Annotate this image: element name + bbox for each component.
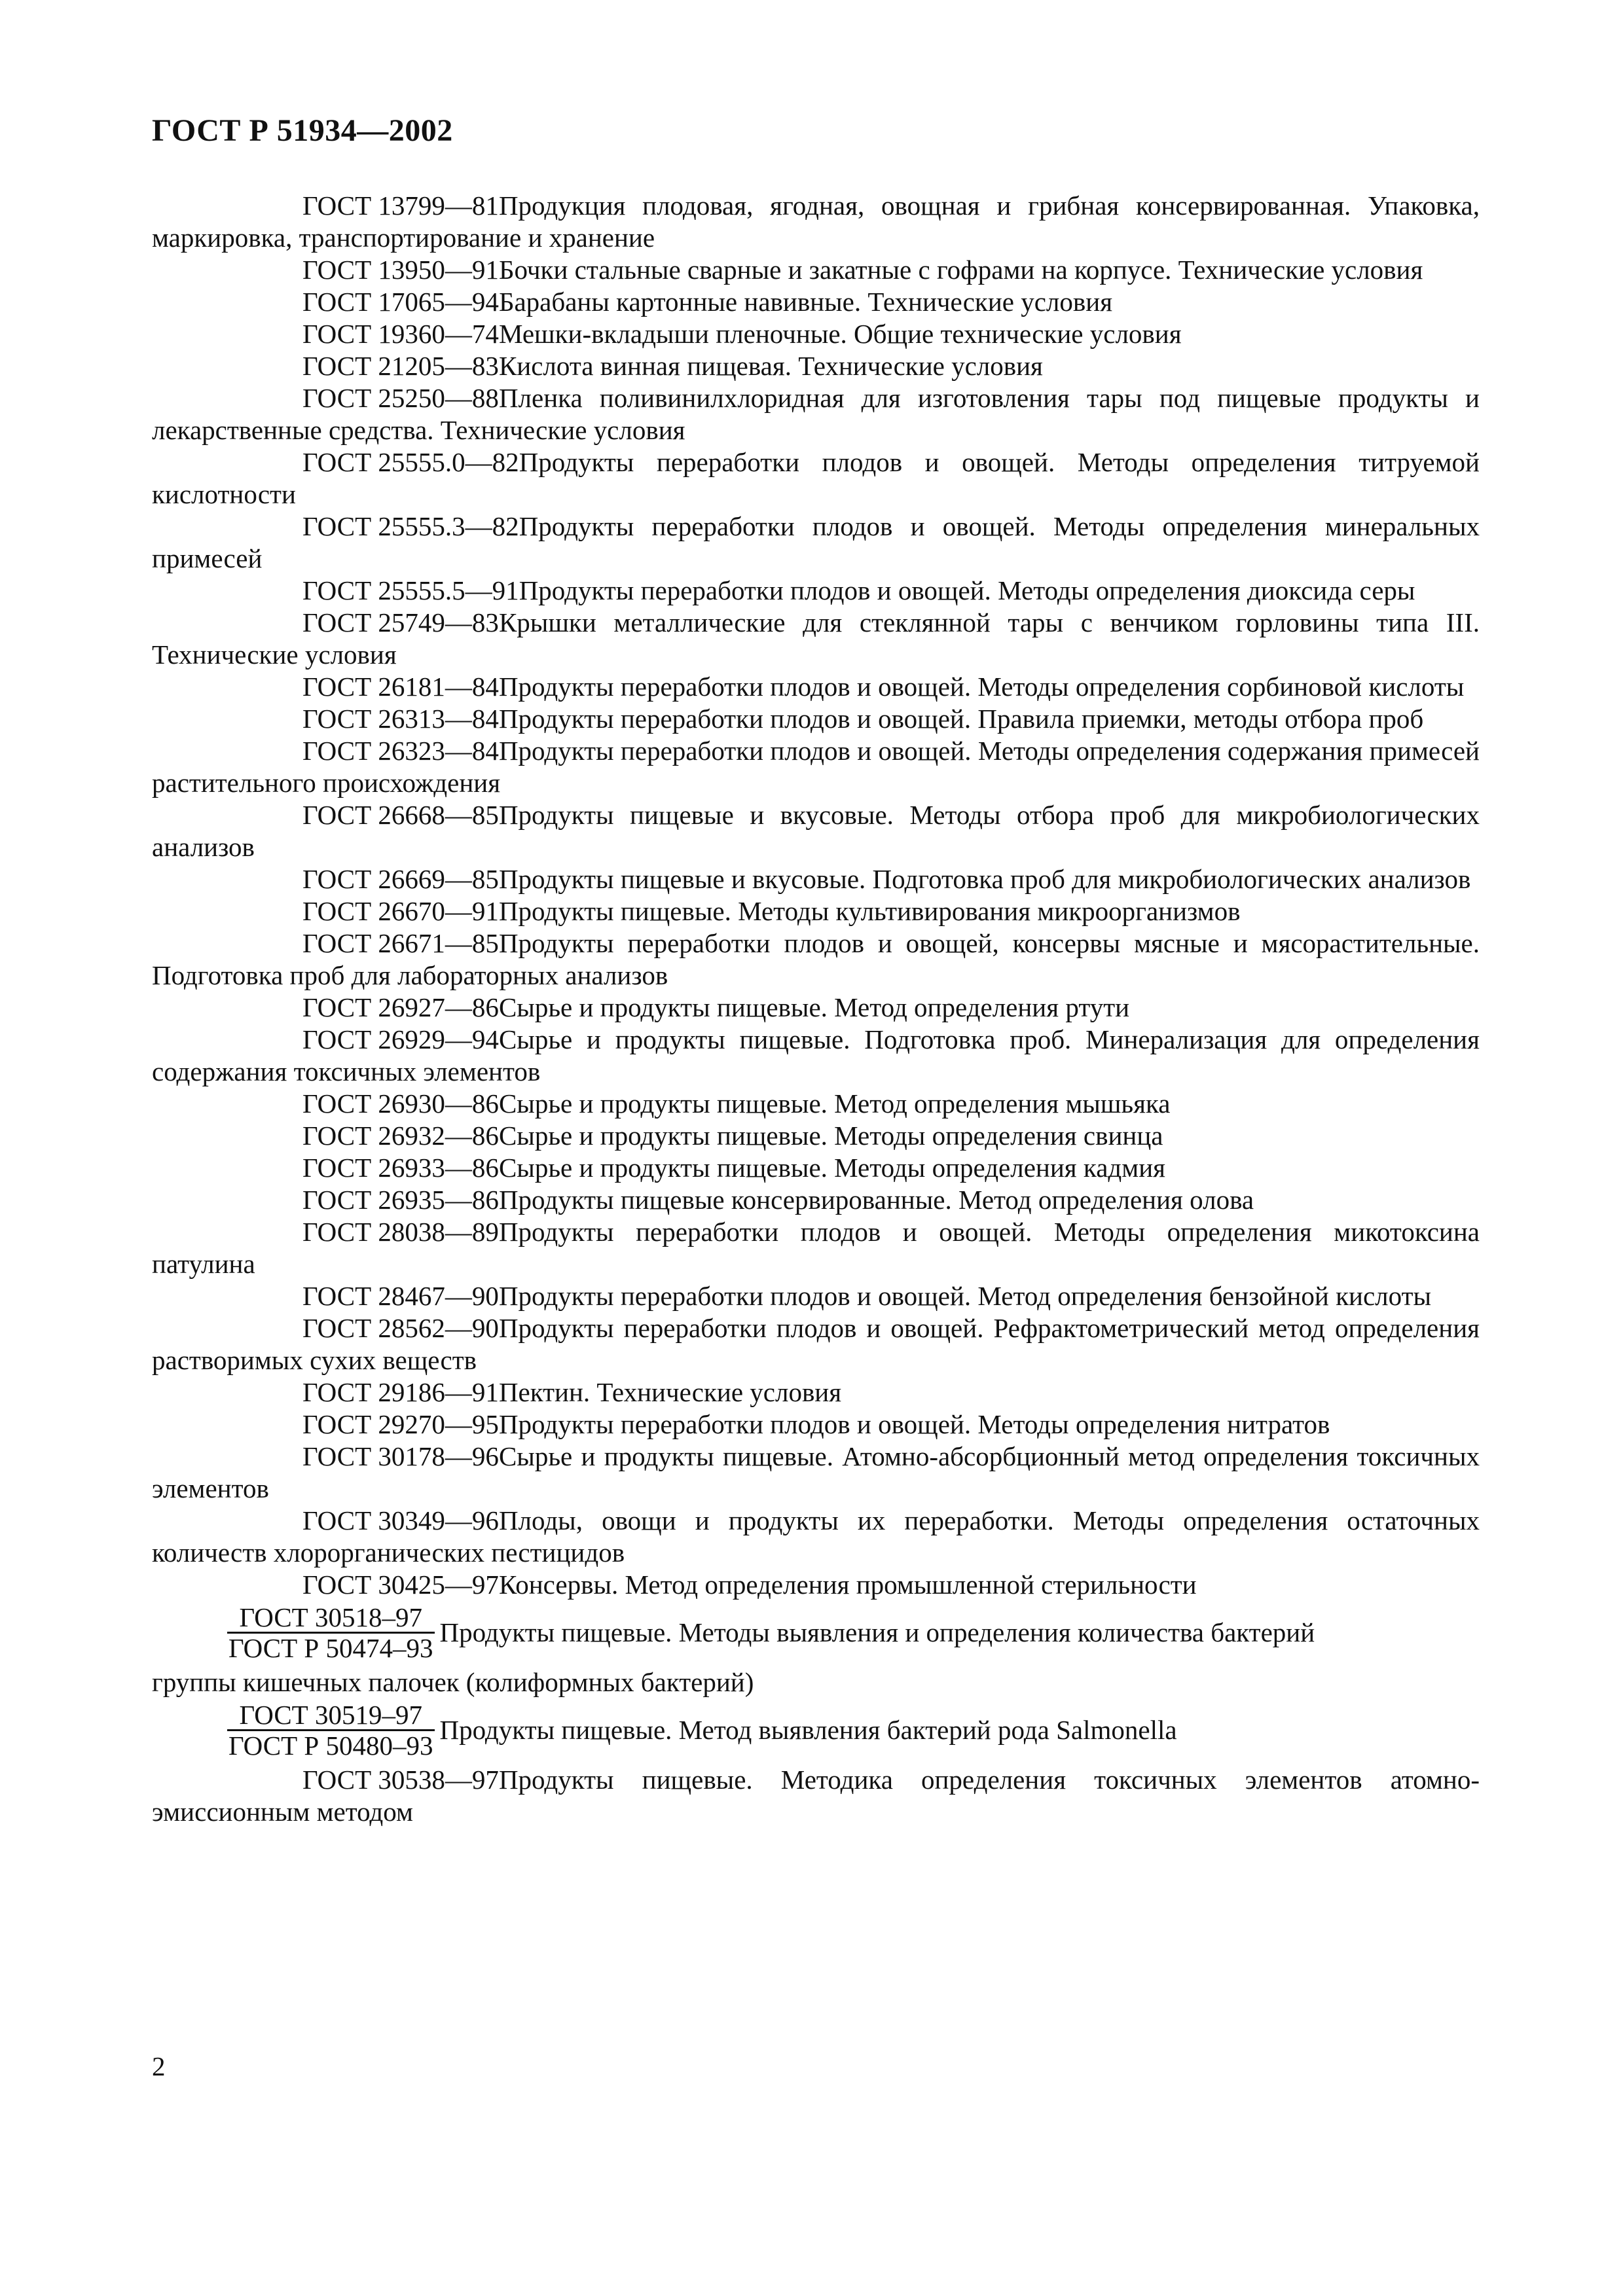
reference-title: Продукты пищевые и вкусовые. Подготовка проб для микробиологических анализов	[498, 864, 1471, 894]
reference-title: Бочки стальные сварные и закатные с гофрами на корпусе. Технические условия	[498, 255, 1423, 285]
reference-title-continuation: группы кишечных палочек (колиформных бактерий)	[152, 1667, 754, 1697]
reference-title: Продукты переработки плодов и овощей. Методы определения нитратов	[498, 1409, 1330, 1439]
normative-references-list	[152, 190, 1480, 1828]
reference-entry	[152, 607, 1480, 671]
reference-code: ГОСТ 26932—86	[302, 1121, 499, 1151]
reference-code: ГОСТ 25749—83	[302, 607, 499, 637]
reference-code: ГОСТ 26669—85	[302, 864, 499, 894]
reference-code-bottom: ГОСТ Р 50474–93	[228, 1633, 433, 1663]
reference-code: ГОСТ 25250—88	[302, 383, 499, 413]
reference-title: Продукты переработки плодов и овощей. Методы определения содержания примесей растительного происхождения	[152, 736, 1480, 798]
reference-entry	[152, 1764, 1480, 1828]
reference-title: Плоды, овощи и продукты их переработки. Методы определения остаточных количеств хлорорганических пестицидов	[152, 1505, 1480, 1568]
reference-title: Мешки-вкладыши пленочные. Общие технические условия	[498, 319, 1182, 349]
reference-title: Пленка поливинилхлоридная для изготовления тары под пищевые продукты и лекарственные средства. Технические условия	[152, 383, 1480, 445]
reference-code: ГОСТ 26668—85	[302, 800, 499, 830]
reference-group	[152, 190, 1480, 1601]
reference-entry	[152, 1184, 1480, 1216]
paired-reference-entry	[152, 1603, 1480, 1662]
reference-entry	[152, 1408, 1480, 1441]
reference-entry	[152, 1152, 1480, 1184]
reference-title: Продукты переработки плодов и овощей, консервы мясные и мясорастительные. Подготовка проб для лабораторных анализов	[152, 928, 1480, 990]
reference-title: Продукты пищевые и вкусовые. Методы отбора проб для микробиологических анализов	[152, 800, 1480, 862]
reference-entry	[152, 318, 1480, 350]
reference-code-fraction	[227, 1603, 435, 1662]
reference-code: ГОСТ 29270—95	[302, 1409, 499, 1439]
reference-title: Консервы. Метод определения промышленной стерильности	[498, 1570, 1197, 1600]
reference-title: Сырье и продукты пищевые. Методы определения кадмия	[498, 1153, 1166, 1183]
paired-reference-entry	[152, 1700, 1480, 1760]
reference-code: ГОСТ 25555.5—91	[302, 575, 519, 605]
reference-entry	[152, 1216, 1480, 1280]
reference-code: ГОСТ 26323—84	[302, 736, 499, 766]
reference-code: ГОСТ 25555.3—82	[302, 511, 519, 541]
reference-title: Сырье и продукты пищевые. Подготовка проб. Минерализация для определения содержания токсичных элементов	[152, 1024, 1480, 1086]
reference-title: Сырье и продукты пищевые. Атомно-абсорбционный метод определения токсичных элементов	[152, 1441, 1480, 1503]
reference-code: ГОСТ 26181—84	[302, 672, 499, 702]
reference-title: Продукты пищевые консервированные. Метод определения олова	[498, 1185, 1254, 1215]
reference-entry	[152, 1441, 1480, 1505]
document-header: ГОСТ Р 51934—2002	[152, 113, 453, 148]
reference-code-top: ГОСТ 30518–97	[227, 1603, 435, 1634]
reference-title: Сырье и продукты пищевые. Методы определения свинца	[498, 1121, 1163, 1151]
reference-code: ГОСТ 30349—96	[302, 1505, 499, 1535]
reference-title: Продукты пищевые. Методика определения токсичных элементов атомно-эмиссионным методом	[152, 1765, 1480, 1827]
reference-code: ГОСТ 28562—90	[302, 1313, 499, 1343]
reference-code: ГОСТ 30425—97	[302, 1570, 499, 1600]
reference-entry	[152, 895, 1480, 927]
reference-title: Продукты пищевые. Методы культивирования микроорганизмов	[498, 896, 1241, 926]
reference-title: Продукты переработки плодов и овощей. Методы определения диоксида серы	[519, 575, 1415, 605]
reference-title: Кислота винная пищевая. Технические условия	[498, 351, 1043, 381]
reference-entry	[152, 671, 1480, 703]
reference-code: ГОСТ 17065—94	[302, 287, 499, 317]
reference-entry	[152, 735, 1480, 799]
reference-code: ГОСТ 19360—74	[302, 319, 499, 349]
reference-code: ГОСТ 21205—83	[302, 351, 499, 381]
reference-code: ГОСТ 26935—86	[302, 1185, 499, 1215]
reference-code: ГОСТ 25555.0—82	[302, 447, 519, 477]
reference-title: Пектин. Технические условия	[498, 1377, 842, 1407]
reference-entry	[152, 1024, 1480, 1088]
reference-code: ГОСТ 13950—91	[302, 255, 499, 285]
reference-code: ГОСТ 29186—91	[302, 1377, 499, 1407]
reference-code: ГОСТ 28038—89	[302, 1217, 499, 1247]
reference-code: ГОСТ 26929—94	[302, 1024, 499, 1054]
reference-entry	[152, 1569, 1480, 1601]
reference-title: Сырье и продукты пищевые. Метод определения мышьяка	[498, 1088, 1171, 1119]
reference-entry	[152, 992, 1480, 1024]
reference-code: ГОСТ 26927—86	[302, 992, 499, 1022]
reference-entry	[152, 1505, 1480, 1569]
reference-code: ГОСТ 13799—81	[302, 190, 499, 221]
reference-title: Продукты переработки плодов и овощей. Методы определения сорбиновой кислоты	[498, 672, 1465, 702]
reference-code: ГОСТ 26671—85	[302, 928, 499, 958]
reference-entry	[152, 1280, 1480, 1312]
reference-title: Продукты переработки плодов и овощей. Метод определения бензойной кислоты	[498, 1281, 1432, 1311]
reference-entry	[152, 190, 1480, 254]
reference-entry	[152, 1312, 1480, 1376]
reference-title: Продукты переработки плодов и овощей. Правила приемки, методы отбора проб	[498, 704, 1424, 734]
reference-entry	[152, 927, 1480, 992]
reference-code-bottom: ГОСТ Р 50480–93	[228, 1731, 433, 1761]
reference-entry	[152, 1376, 1480, 1408]
reference-entry	[152, 863, 1480, 895]
reference-entry	[152, 382, 1480, 446]
reference-title: Сырье и продукты пищевые. Метод определения ртути	[498, 992, 1130, 1022]
reference-title: Барабаны картонные навивные. Технические условия	[498, 287, 1113, 317]
reference-title: Продукты пищевые. Метод выявления бактерий рода Salmonella	[439, 1715, 1177, 1745]
reference-code: ГОСТ 30538—97	[302, 1765, 499, 1795]
reference-code-fraction	[227, 1700, 435, 1760]
reference-entry	[152, 575, 1480, 607]
reference-entry	[152, 703, 1480, 735]
reference-code-top: ГОСТ 30519–97	[227, 1700, 435, 1731]
paired-reference-group	[152, 1603, 1480, 1760]
reference-title: Продукты переработки плодов и овощей. Рефрактометрический метод определения растворимых сухих веществ	[152, 1313, 1480, 1375]
reference-code: ГОСТ 30178—96	[302, 1441, 499, 1471]
reference-entry	[152, 1088, 1480, 1120]
reference-title: Продукция плодовая, ягодная, овощная и грибная консервированная. Упаковка, маркировка, транспортирование и хранение	[152, 190, 1480, 253]
reference-title: Продукты переработки плодов и овощей. Методы определения микотоксина патулина	[152, 1217, 1480, 1279]
reference-title: Продукты переработки плодов и овощей. Методы определения титруемой кислотности	[152, 447, 1480, 509]
reference-entry	[152, 286, 1480, 318]
reference-code: ГОСТ 28467—90	[302, 1281, 499, 1311]
reference-entry	[152, 254, 1480, 286]
reference-entry	[152, 799, 1480, 863]
reference-title: Продукты пищевые. Методы выявления и определения количества бактерий	[439, 1617, 1315, 1647]
page-number: 2	[152, 2051, 166, 2081]
reference-title: Крышки металлические для стеклянной тары с венчиком горловины типа III. Технические условия	[152, 607, 1480, 670]
reference-entry	[152, 350, 1480, 382]
reference-code: ГОСТ 26930—86	[302, 1088, 499, 1119]
reference-code: ГОСТ 26933—86	[302, 1153, 499, 1183]
reference-entry	[152, 446, 1480, 511]
reference-entry	[152, 511, 1480, 575]
reference-code: ГОСТ 26313—84	[302, 704, 499, 734]
reference-entry	[152, 1120, 1480, 1152]
reference-code: ГОСТ 26670—91	[302, 896, 499, 926]
reference-title: Продукты переработки плодов и овощей. Методы определения минеральных примесей	[152, 511, 1480, 573]
